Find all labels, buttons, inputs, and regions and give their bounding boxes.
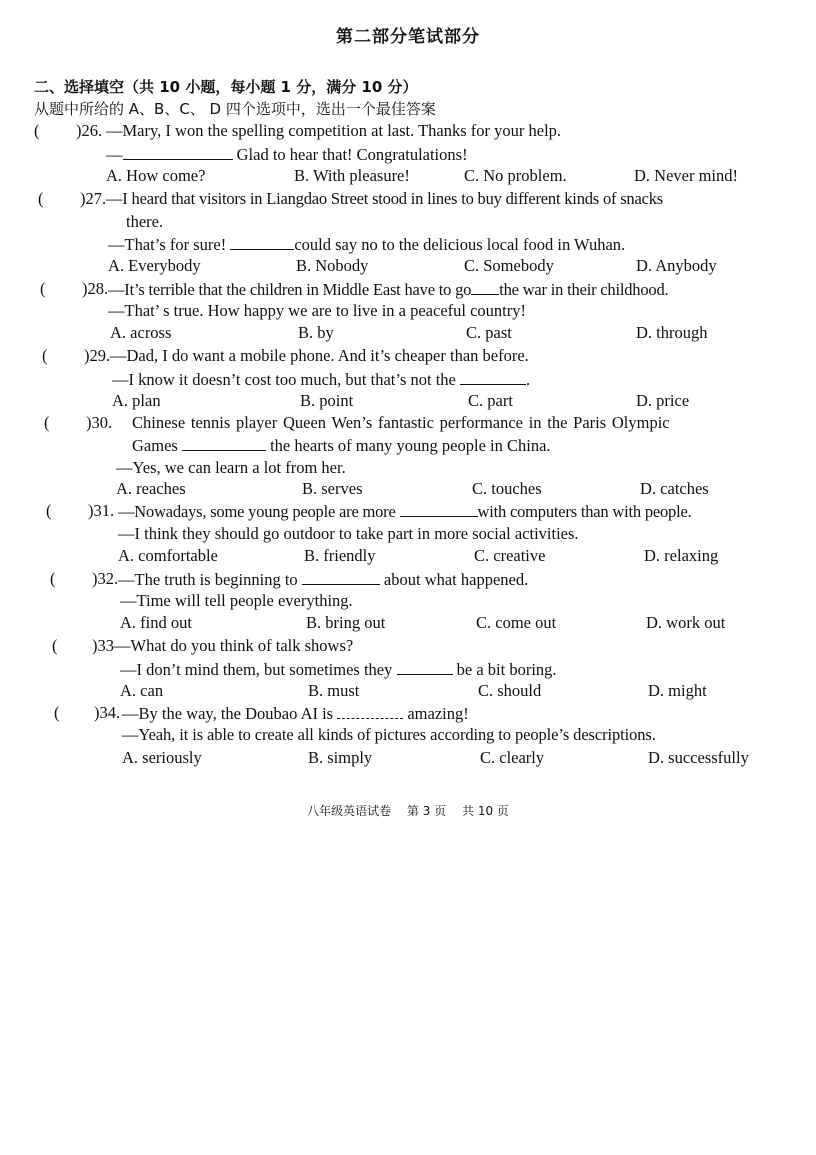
option-a: A. can	[120, 681, 164, 700]
option-a: A. Everybody	[108, 256, 201, 275]
option-b: B. bring out	[306, 613, 386, 632]
question-line: —Mary, I won the spelling competition at last. Thanks for your help.	[106, 121, 562, 140]
option-d: D. Never mind!	[634, 166, 739, 185]
question-line: there.	[126, 212, 164, 231]
answer-paren[interactable]: (	[44, 413, 50, 432]
question-number: )29.	[84, 346, 111, 365]
question-number: )28.	[82, 279, 109, 298]
answer-blank	[337, 703, 403, 719]
answer-paren[interactable]: (	[40, 279, 46, 298]
option-c: C. Somebody	[464, 256, 554, 275]
answer-paren[interactable]: (	[42, 346, 48, 365]
page-total: 共 10 页	[462, 804, 509, 818]
question-number: )34.	[94, 703, 121, 722]
question-line: —The truth is beginning to about what happened.	[118, 570, 529, 589]
question-line: —That’s for sure! could say no to the delicious local food in Wuhan.	[108, 235, 626, 254]
option-b: B. With pleasure!	[294, 166, 410, 185]
question-line: —Dad, I do want a mobile phone. And it’s cheaper than before.	[110, 346, 529, 365]
option-d: D. successfully	[648, 748, 749, 767]
answer-blank	[471, 279, 499, 295]
option-c: C. creative	[474, 546, 546, 565]
option-d: D. Anybody	[636, 256, 717, 275]
answer-paren[interactable]: (	[50, 569, 56, 588]
question-line: — Glad to hear that! Congratulations!	[106, 145, 468, 164]
option-b: B. point	[300, 391, 354, 410]
option-b: B. simply	[308, 748, 373, 767]
option-d: D. catches	[640, 479, 709, 498]
question-number: )27.	[80, 189, 107, 208]
option-c: C. No problem.	[464, 166, 567, 185]
question-line: —Time will tell people everything.	[120, 591, 353, 610]
question-line: —Yeah, it is able to create all kinds of pictures according to people’s descriptions.	[122, 725, 656, 744]
option-a: A. find out	[120, 613, 192, 632]
question-line: —I know it doesn’t cost too much, but that’s not the .	[112, 370, 531, 389]
option-c: C. touches	[472, 479, 542, 498]
question-line: —Nowadays, some young people are more with computers than with people.	[118, 502, 692, 521]
question-number: )32.	[92, 569, 119, 588]
question-line: —I think they should go outdoor to take part in more social activities.	[118, 524, 579, 543]
question-line: —It’s terrible that the children in Middle East have to go the war in their childhood.	[108, 280, 669, 299]
option-b: B. Nobody	[296, 256, 369, 275]
part-title: 第二部分笔试部分	[336, 27, 480, 47]
option-d: D. relaxing	[644, 546, 719, 565]
answer-paren[interactable]: (	[54, 703, 60, 722]
section-heading: 二、选择填空（共 10 小题，每小题 1 分，满分 10 分）	[34, 78, 418, 96]
answer-paren[interactable]: (	[38, 189, 44, 208]
question-line: —That’ s true. How happy we are to live in a peaceful country!	[108, 301, 526, 320]
option-a: A. across	[110, 323, 172, 342]
option-b: B. friendly	[304, 546, 376, 565]
question-number: )33	[92, 636, 114, 655]
page-footer	[0, 802, 816, 819]
answer-blank	[400, 501, 478, 517]
option-a: A. seriously	[122, 748, 202, 767]
answer-paren[interactable]: (	[52, 636, 58, 655]
question-number: )30.	[86, 413, 113, 432]
option-d: D. work out	[646, 613, 726, 632]
option-c: C. clearly	[480, 748, 545, 767]
option-c: C. part	[468, 391, 513, 410]
answer-blank	[182, 435, 266, 451]
option-a: A. reaches	[116, 479, 186, 498]
page-number: 第 3 页	[406, 804, 447, 818]
option-b: B. must	[308, 681, 360, 700]
question-line: —What do you think of talk shows?	[114, 636, 354, 655]
option-d: D. might	[648, 681, 707, 700]
answer-blank	[123, 144, 233, 160]
answer-blank	[460, 369, 526, 385]
question-line: —By the way, the Doubao AI is amazing!	[122, 704, 469, 723]
question-number: )31.	[88, 501, 115, 520]
question-line: —Yes, we can learn a lot from her.	[116, 458, 346, 477]
question-number: )26.	[76, 121, 103, 140]
answer-blank	[302, 569, 380, 585]
question-line: —I don’t mind them, but sometimes they be a bit boring.	[120, 660, 557, 679]
answer-blank	[230, 234, 294, 250]
option-d: D. price	[636, 391, 690, 410]
question-line: Games the hearts of many young people in China.	[132, 436, 551, 455]
paper-title: 八年级英语试卷	[307, 804, 392, 818]
answer-paren[interactable]: (	[46, 501, 52, 520]
instruction-text: 从题中所给的 A、B、C、 D 四个选项中，选出一个最佳答案	[34, 100, 436, 118]
question-line: Chinese tennis player Queen Wen’s fantastic performance in the Paris Olympic	[132, 413, 670, 432]
answer-paren[interactable]: (	[34, 121, 40, 140]
question-line: —I heard that visitors in Liangdao Street stood in lines to buy different kinds of snacks	[106, 189, 664, 208]
option-a: A. plan	[112, 391, 161, 410]
option-a: A. How come?	[106, 166, 206, 185]
option-c: C. come out	[476, 613, 557, 632]
option-a: A. comfortable	[118, 546, 218, 565]
option-d: D. through	[636, 323, 708, 342]
option-b: B. by	[298, 323, 334, 342]
answer-blank	[397, 659, 453, 675]
option-c: C. should	[478, 681, 542, 700]
option-b: B. serves	[302, 479, 363, 498]
option-c: C. past	[466, 323, 512, 342]
